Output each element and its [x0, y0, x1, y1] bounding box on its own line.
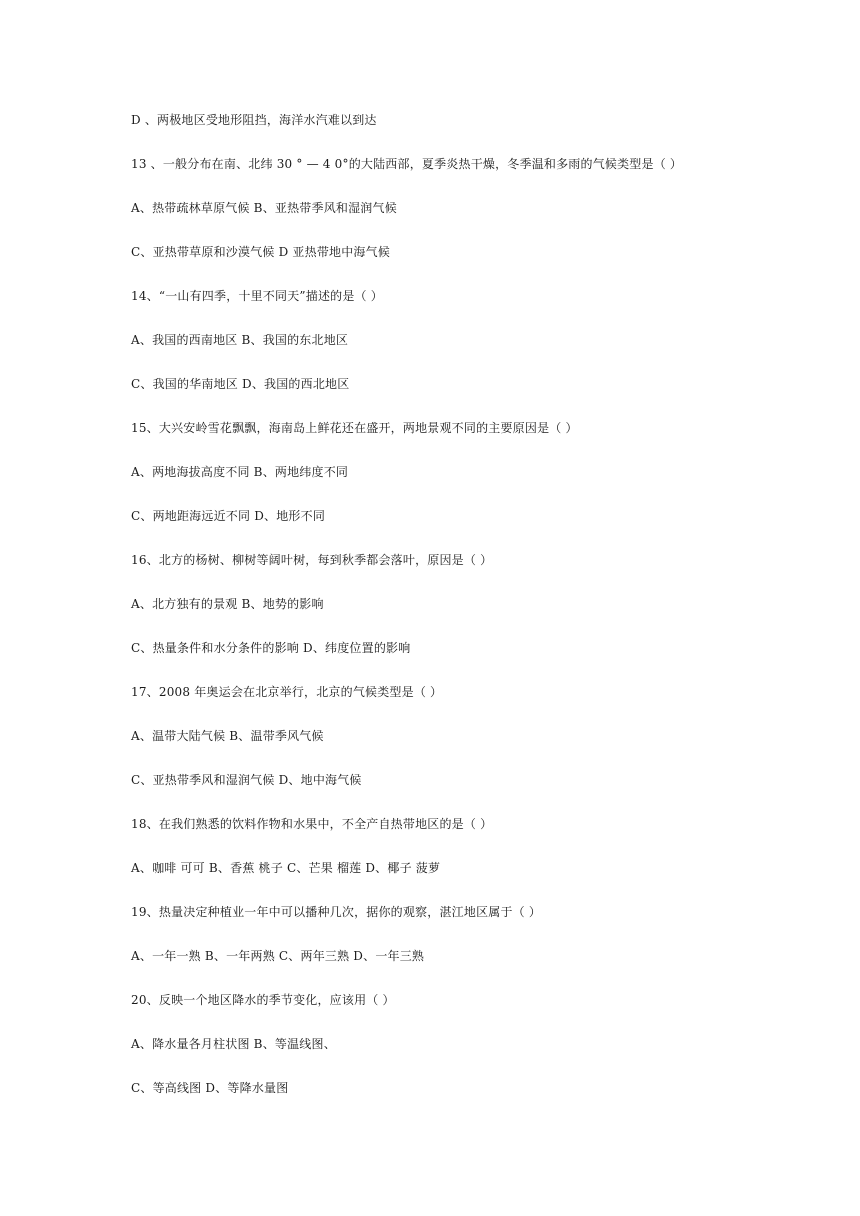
options-q13-ab: A、热带疏林草原气候 B、亚热带季风和湿润气候 — [131, 201, 397, 215]
options-q14-cd: C、我国的华南地区 D、我国的西北地区 — [131, 377, 350, 391]
options-q14-ab: A、我国的西南地区 B、我国的东北地区 — [131, 333, 349, 347]
question-20: 20、反映一个地区降水的季节变化，应该用（ ） — [131, 993, 395, 1007]
options-q15-ab: A、两地海拔高度不同 B、两地纬度不同 — [131, 465, 349, 479]
options-q19: A、一年一熟 B、一年两熟 C、两年三熟 D、一年三熟 — [131, 949, 425, 963]
options-q15-cd: C、两地距海远近不同 D、地形不同 — [131, 509, 326, 523]
question-17: 17、2008 年奥运会在北京举行，北京的气候类型是（ ） — [131, 685, 443, 699]
options-q16-cd: C、热量条件和水分条件的影响 D、纬度位置的影响 — [131, 641, 411, 655]
question-18: 18、在我们熟悉的饮料作物和水果中，不全产自热带地区的是（ ） — [131, 817, 493, 831]
options-q13-cd: C、亚热带草原和沙漠气候 D 亚热带地中海气候 — [131, 245, 391, 259]
options-q17-ab: A、温带大陆气候 B、温带季风气候 — [131, 729, 324, 743]
options-q16-ab: A、北方独有的景观 B、地势的影响 — [131, 597, 324, 611]
option-line-q12-d: D 、两极地区受地形阻挡，海洋水汽难以到达 — [131, 113, 377, 127]
question-19: 19、热量决定种植业一年中可以播种几次，据你的观察，湛江地区属于（ ） — [131, 905, 542, 919]
question-14: 14、“一山有四季，十里不同天”描述的是（ ） — [131, 289, 383, 303]
options-q20-ab: A、降水量各月柱状图 B、等温线图、 — [131, 1037, 336, 1051]
question-13: 13 、一般分布在南、北纬 30 ° — 4 0°的大陆西部，夏季炎热干燥，冬季温和多雨的气候类型是（ ） — [131, 157, 683, 171]
options-q20-cd: C、等高线图 D、等降水量图 — [131, 1081, 289, 1095]
question-16: 16、北方的杨树、柳树等阔叶树，每到秋季都会落叶，原因是（ ） — [131, 553, 493, 567]
options-q17-cd: C、亚热带季风和湿润气候 D、地中海气候 — [131, 773, 362, 787]
options-q18: A、咖啡 可可 B、香蕉 桃子 C、芒果 榴莲 D、椰子 菠萝 — [131, 861, 441, 875]
question-15: 15、大兴安岭雪花飘飘，海南岛上鲜花还在盛开，两地景观不同的主要原因是（ ） — [131, 421, 578, 435]
